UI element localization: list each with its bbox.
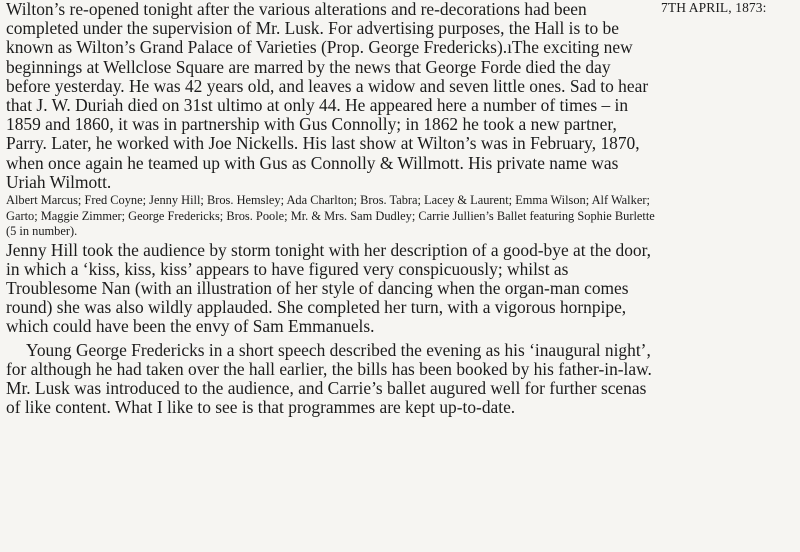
main-text-column: [6, 0, 656, 417]
paragraph-george-fredericks: Young George Fredericks in a short speech described the evening as his ‘inaugural night’, for although he had taken over the hall earlier, the bills has been booked by his father-in-law. Mr. Lusk was introduced to the audience, and Carrie’s ballet augured well for further scenas of like content. What I like to see is that programmes are kept up-to-date.: [6, 339, 652, 418]
paragraph-jenny-hill: Jenny Hill took the audience by storm tonight with her description of a good-bye at the door, in which a ‘kiss, kiss, kiss’ appears to have figured very conspicuously; whilst as Troublesome Nan (with an illustration of her style of dancing when the organ-man comes round) she was also wildly applauded. She completed her turn, with a vigorous hornpipe, which could have been the envy of Sam Emmanuels.: [6, 239, 652, 337]
entry-date: 7TH APRIL, 1873:: [661, 0, 767, 15]
bill-of-performers: Albert Marcus; Fred Coyne; Jenny Hill; Bros. Hemsley; Ada Charlton; Bros. Tabra; Lacey & Laurent; Emma Wilson; Alf Walker; Garto; Maggie Zimmer; George Fredericks; Bros. Poole; Mr. & Mrs. Sam Dudley; Carrie Jullien’s Ballet featuring Sophie Burlette (5 in number).: [6, 193, 655, 239]
paragraph-reopening: Wilton’s re-opened tonight after the various alterations and re-decorations had been completed under the supervision of Mr. Lusk. For advertising purposes, the Hall is to be known as Wilton’s Grand Palace of Varieties (Prop. George Fredericks).ıThe exciting new beginnings at Wellclose Square are marred by the news that George Forde died the day before yesterday. He was 42 years old, and leaves a widow and seven little ones. Sad to hear that J. W. Duriah died on 31st ultimo at only 44. He appeared here a number of times – in 1859 and 1860, it was in partnership with Gus Connolly; in 1862 he took a new partner, Parry. Later, he worked with Joe Nickells. His last show at Wilton’s was in February, 1870, when once again he teamed up with Gus as Connolly & Willmott. His private name was Uriah Wilmott.: [6, 0, 649, 192]
